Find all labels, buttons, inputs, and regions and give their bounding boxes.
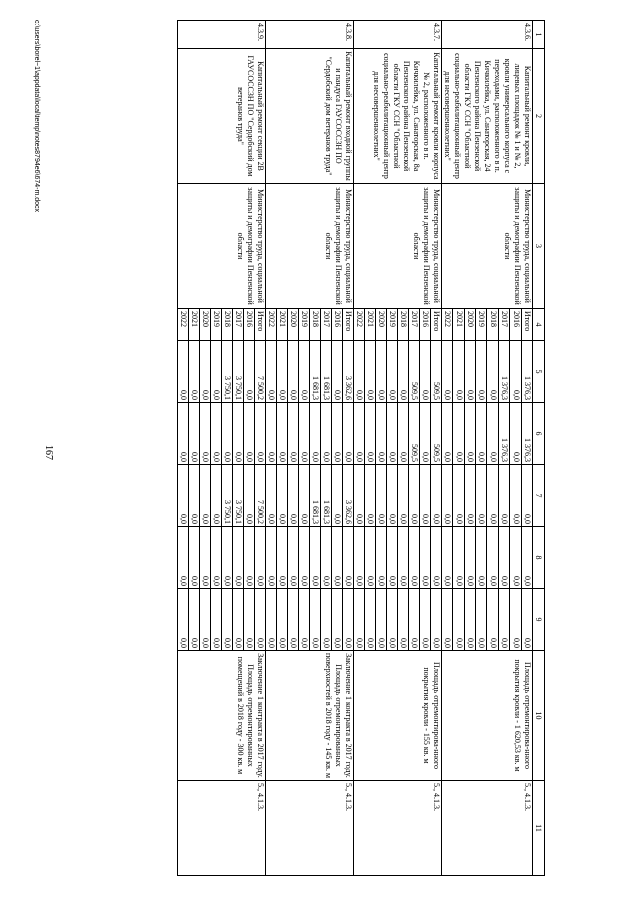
amount-cell: 0,0 (487, 341, 498, 403)
amount-cell: 3 362,6 (343, 465, 354, 527)
amount-cell: 509,5 (409, 341, 420, 403)
amount-cell: 0,0 (321, 589, 332, 651)
year-cell: 2017 (233, 309, 244, 341)
reference-cell: 5., 4.1.3. (178, 781, 266, 876)
amount-cell: 0,0 (420, 403, 431, 465)
amount-cell: 0,0 (442, 527, 453, 589)
amount-cell: 0,0 (299, 465, 310, 527)
amount-cell: 0,0 (510, 465, 521, 527)
amount-cell: 0,0 (189, 403, 200, 465)
amount-cell: 0,0 (211, 341, 222, 403)
amount-cell: 509,5 (431, 341, 442, 403)
year-cell: 2016 (244, 309, 255, 341)
amount-cell: 0,0 (288, 589, 299, 651)
year-cell: 2017 (321, 309, 332, 341)
year-cell: 2021 (453, 309, 464, 341)
row-number: 4.3.6. (442, 21, 533, 49)
amount-cell: 0,0 (365, 465, 376, 527)
year-cell: 2017 (409, 309, 420, 341)
amount-cell: 0,0 (332, 465, 343, 527)
amount-cell: 0,0 (398, 465, 409, 527)
amount-cell: 1 681,3 (310, 465, 321, 527)
amount-cell: 0,0 (233, 527, 244, 589)
amount-cell: 0,0 (233, 589, 244, 651)
amount-cell: 3 750,1 (233, 465, 244, 527)
amount-cell: 0,0 (178, 341, 189, 403)
amount-cell: 0,0 (343, 527, 354, 589)
program-table (177, 20, 545, 876)
amount-cell: 0,0 (299, 403, 310, 465)
year-cell: 2022 (266, 309, 277, 341)
year-cell: 2021 (365, 309, 376, 341)
year-cell: 2018 (398, 309, 409, 341)
column-number: 9 (533, 589, 545, 651)
year-cell: 2020 (464, 309, 475, 341)
amount-cell: 0,0 (476, 527, 487, 589)
amount-cell: 0,0 (420, 589, 431, 651)
reference-cell: 5., 4.1.3. (442, 781, 533, 876)
amount-cell: 0,0 (464, 341, 475, 403)
amount-cell: 0,0 (476, 589, 487, 651)
amount-cell: 0,0 (354, 341, 365, 403)
column-number: 1 (533, 21, 545, 49)
executor-cell: Министерство труда, социальной защиты и демографии Пензенской области (266, 184, 354, 309)
amount-cell: 0,0 (178, 527, 189, 589)
amount-cell: 0,0 (299, 527, 310, 589)
amount-cell: 0,0 (365, 589, 376, 651)
year-cell: 2018 (487, 309, 498, 341)
row-number: 4.3.9. (178, 21, 266, 49)
amount-cell: 0,0 (354, 527, 365, 589)
amount-cell: 0,0 (498, 527, 509, 589)
result-cell: Площадь отремонтирова-нного покрытия кровли - 155 кв. м (354, 651, 442, 781)
amount-cell: 0,0 (398, 527, 409, 589)
amount-cell: 0,0 (277, 465, 288, 527)
result-cell: Заключение 1 контракта в 2017 году. Площадь отремонтированных поверхностей в 2018 году - 145 кв. м (266, 651, 354, 781)
amount-cell: 0,0 (387, 341, 398, 403)
executor-cell: Министерство труда, социальной защиты и демографии Пензенской области (442, 184, 533, 309)
amount-cell: 0,0 (453, 341, 464, 403)
amount-cell: 0,0 (255, 589, 266, 651)
amount-cell: 1 681,3 (310, 341, 321, 403)
year-cell: Итого (431, 309, 442, 341)
amount-cell: 0,0 (510, 589, 521, 651)
amount-cell: 0,0 (431, 527, 442, 589)
amount-cell: 0,0 (211, 403, 222, 465)
amount-cell: 0,0 (310, 403, 321, 465)
year-cell: Итого (343, 309, 354, 341)
amount-cell: 0,0 (453, 465, 464, 527)
object-name-cell: Капитальный ремонт секции 2В ГАУСОССЗН ПО "Сердобский дом ветеранов труда" (178, 49, 266, 184)
year-cell: 2021 (277, 309, 288, 341)
amount-cell: 0,0 (277, 403, 288, 465)
amount-cell: 0,0 (487, 527, 498, 589)
amount-cell: 0,0 (420, 341, 431, 403)
amount-cell: 0,0 (464, 589, 475, 651)
amount-cell: 0,0 (431, 465, 442, 527)
amount-cell: 0,0 (299, 341, 310, 403)
column-number: 7 (533, 465, 545, 527)
year-cell: 2020 (200, 309, 211, 341)
amount-cell: 0,0 (354, 589, 365, 651)
amount-cell: 0,0 (244, 341, 255, 403)
table-row (431, 21, 442, 876)
column-number: 5 (533, 341, 545, 403)
amount-cell: 0,0 (365, 527, 376, 589)
amount-cell: 0,0 (288, 465, 299, 527)
result-cell: Площадь отремонтирова-нного покрытия кровли - 1 620,53 кв. м (442, 651, 533, 781)
amount-cell: 0,0 (321, 403, 332, 465)
amount-cell: 0,0 (487, 589, 498, 651)
amount-cell: 0,0 (266, 341, 277, 403)
amount-cell: 0,0 (222, 527, 233, 589)
amount-cell: 0,0 (332, 341, 343, 403)
amount-cell: 0,0 (464, 403, 475, 465)
year-cell: 2021 (189, 309, 200, 341)
amount-cell: 0,0 (476, 341, 487, 403)
amount-cell: 0,0 (521, 589, 532, 651)
row-number: 4.3.7. (354, 21, 442, 49)
column-number: 10 (533, 651, 545, 781)
year-cell: 2022 (442, 309, 453, 341)
amount-cell: 0,0 (310, 589, 321, 651)
amount-cell: 0,0 (442, 589, 453, 651)
amount-cell: 0,0 (510, 527, 521, 589)
amount-cell: 0,0 (365, 341, 376, 403)
amount-cell: 1 376,3 (521, 341, 532, 403)
amount-cell: 1 376,3 (498, 341, 509, 403)
amount-cell: 0,0 (343, 589, 354, 651)
amount-cell: 0,0 (200, 341, 211, 403)
amount-cell: 0,0 (442, 465, 453, 527)
column-number: 11 (533, 781, 545, 876)
amount-cell: 0,0 (178, 589, 189, 651)
amount-cell: 0,0 (376, 403, 387, 465)
amount-cell: 3 750,1 (233, 341, 244, 403)
year-cell: 2019 (299, 309, 310, 341)
column-number: 2 (533, 49, 545, 184)
column-number-header (533, 21, 545, 876)
amount-cell: 509,5 (431, 403, 442, 465)
amount-cell: 0,0 (387, 403, 398, 465)
amount-cell: 0,0 (332, 589, 343, 651)
amount-cell: 7 500,2 (255, 465, 266, 527)
amount-cell: 0,0 (310, 527, 321, 589)
amount-cell: 0,0 (476, 465, 487, 527)
amount-cell: 0,0 (376, 589, 387, 651)
amount-cell: 0,0 (332, 403, 343, 465)
amount-cell: 0,0 (498, 589, 509, 651)
amount-cell: 0,0 (476, 403, 487, 465)
amount-cell: 3 362,6 (343, 341, 354, 403)
amount-cell: 0,0 (189, 589, 200, 651)
year-cell: 2017 (498, 309, 509, 341)
amount-cell: 0,0 (178, 403, 189, 465)
amount-cell: 0,0 (453, 527, 464, 589)
column-number: 8 (533, 527, 545, 589)
amount-cell: 0,0 (376, 527, 387, 589)
amount-cell: 3 750,1 (222, 341, 233, 403)
amount-cell: 0,0 (442, 341, 453, 403)
year-cell: 2020 (288, 309, 299, 341)
amount-cell: 0,0 (211, 527, 222, 589)
amount-cell: 1 681,3 (321, 341, 332, 403)
amount-cell: 0,0 (487, 465, 498, 527)
amount-cell: 0,0 (266, 527, 277, 589)
amount-cell: 0,0 (200, 403, 211, 465)
executor-cell: Министерство труда, социальной защиты и демографии Пензенской области (354, 184, 442, 309)
year-cell: 2019 (476, 309, 487, 341)
year-cell: Итого (255, 309, 266, 341)
amount-cell: 0,0 (521, 527, 532, 589)
amount-cell: 0,0 (387, 527, 398, 589)
year-cell: 2022 (354, 309, 365, 341)
executor-cell: Министерство труда, социальной защиты и демографии Пензенской области (178, 184, 266, 309)
year-cell: 2016 (510, 309, 521, 341)
amount-cell: 0,0 (222, 589, 233, 651)
column-number: 4 (533, 309, 545, 341)
year-cell: 2019 (211, 309, 222, 341)
amount-cell: 0,0 (233, 403, 244, 465)
reference-cell: 5., 4.1.3. (354, 781, 442, 876)
amount-cell: 0,0 (376, 465, 387, 527)
amount-cell: 0,0 (510, 403, 521, 465)
amount-cell: 3 750,1 (222, 465, 233, 527)
amount-cell: 1 376,3 (498, 403, 509, 465)
row-number: 4.3.8. (266, 21, 354, 49)
amount-cell: 0,0 (409, 589, 420, 651)
amount-cell: 0,0 (409, 465, 420, 527)
amount-cell: 0,0 (288, 403, 299, 465)
amount-cell: 0,0 (321, 527, 332, 589)
year-cell: 2018 (222, 309, 233, 341)
amount-cell: 0,0 (288, 527, 299, 589)
amount-cell: 0,0 (387, 465, 398, 527)
amount-cell: 0,0 (398, 341, 409, 403)
amount-cell: 0,0 (464, 527, 475, 589)
amount-cell: 0,0 (299, 589, 310, 651)
amount-cell: 0,0 (189, 341, 200, 403)
amount-cell: 0,0 (211, 589, 222, 651)
amount-cell: 0,0 (277, 589, 288, 651)
amount-cell: 0,0 (211, 465, 222, 527)
amount-cell: 0,0 (365, 403, 376, 465)
amount-cell: 509,5 (409, 403, 420, 465)
amount-cell: 0,0 (266, 589, 277, 651)
amount-cell: 0,0 (420, 465, 431, 527)
table-row (343, 21, 354, 876)
amount-cell: 0,0 (200, 589, 211, 651)
amount-cell: 0,0 (189, 465, 200, 527)
table-row (521, 21, 532, 876)
amount-cell: 0,0 (244, 527, 255, 589)
amount-cell: 1 681,3 (321, 465, 332, 527)
amount-cell: 0,0 (354, 465, 365, 527)
amount-cell: 0,0 (521, 465, 532, 527)
amount-cell: 0,0 (498, 465, 509, 527)
amount-cell: 0,0 (354, 403, 365, 465)
amount-cell: 0,0 (277, 341, 288, 403)
column-number: 3 (533, 184, 545, 309)
year-cell: 2020 (376, 309, 387, 341)
amount-cell: 0,0 (510, 341, 521, 403)
year-cell: 2016 (420, 309, 431, 341)
column-number: 6 (533, 403, 545, 465)
amount-cell: 0,0 (343, 403, 354, 465)
amount-cell: 0,0 (222, 403, 233, 465)
object-name-cell: Капитальный ремонт входной группы и пандуса ГАУСОССЗН ПО "Сердобский дом ветеранов труда" (266, 49, 354, 184)
amount-cell: 0,0 (442, 403, 453, 465)
amount-cell: 0,0 (244, 589, 255, 651)
amount-cell: 0,0 (178, 465, 189, 527)
amount-cell: 0,0 (431, 589, 442, 651)
amount-cell: 0,0 (332, 527, 343, 589)
amount-cell: 0,0 (255, 527, 266, 589)
reference-cell: 5., 4.1.3. (266, 781, 354, 876)
object-name-cell: Капитальный ремонт кровли корпуса № 2, расположенного в п. Кичкилейка, ул. Санаторская, 8а Пензенского района Пензенской области ГКУ ССН "Областной социально-реабилитационный центр для несовершеннолетних" (354, 49, 442, 184)
year-cell: Итого (521, 309, 532, 341)
amount-cell: 0,0 (387, 589, 398, 651)
year-cell: 2016 (332, 309, 343, 341)
amount-cell: 0,0 (266, 465, 277, 527)
year-cell: 2018 (310, 309, 321, 341)
amount-cell: 7 500,2 (255, 341, 266, 403)
amount-cell: 0,0 (409, 527, 420, 589)
amount-cell: 1 376,3 (521, 403, 532, 465)
amount-cell: 0,0 (266, 403, 277, 465)
amount-cell: 0,0 (244, 403, 255, 465)
amount-cell: 0,0 (189, 527, 200, 589)
amount-cell: 0,0 (277, 527, 288, 589)
amount-cell: 0,0 (200, 465, 211, 527)
object-name-cell: Капитальный ремонт кровли, лицевых площадок № 1 и № 2, кровли универсального корпуса с переходами, расположенного в п. Кичкилейка, ул. Санаторская, 24 Пензенского района Пензенской области ГКУ ССН "Областной социально-реабилитационный центр для несовершеннолетних" (442, 49, 533, 184)
table-row (255, 21, 266, 876)
amount-cell: 0,0 (255, 403, 266, 465)
year-cell: 2019 (387, 309, 398, 341)
amount-cell: 0,0 (376, 341, 387, 403)
amount-cell: 0,0 (288, 341, 299, 403)
amount-cell: 0,0 (453, 589, 464, 651)
result-cell: Заключение 1 контракта в 2017 году. Площадь отремонтированных помещений в 2018 году - 300 кв. м (178, 651, 266, 781)
page-number: 167 (43, 445, 54, 460)
amount-cell: 0,0 (398, 589, 409, 651)
amount-cell: 0,0 (200, 527, 211, 589)
year-cell: 2022 (178, 309, 189, 341)
amount-cell: 0,0 (453, 403, 464, 465)
file-path-footer: c:\users\borel~1\appdata\local\temp\notes8794e6\674-m.docx (33, 20, 40, 213)
amount-cell: 0,0 (420, 527, 431, 589)
amount-cell: 0,0 (487, 403, 498, 465)
amount-cell: 0,0 (398, 403, 409, 465)
amount-cell: 0,0 (464, 465, 475, 527)
amount-cell: 0,0 (244, 465, 255, 527)
